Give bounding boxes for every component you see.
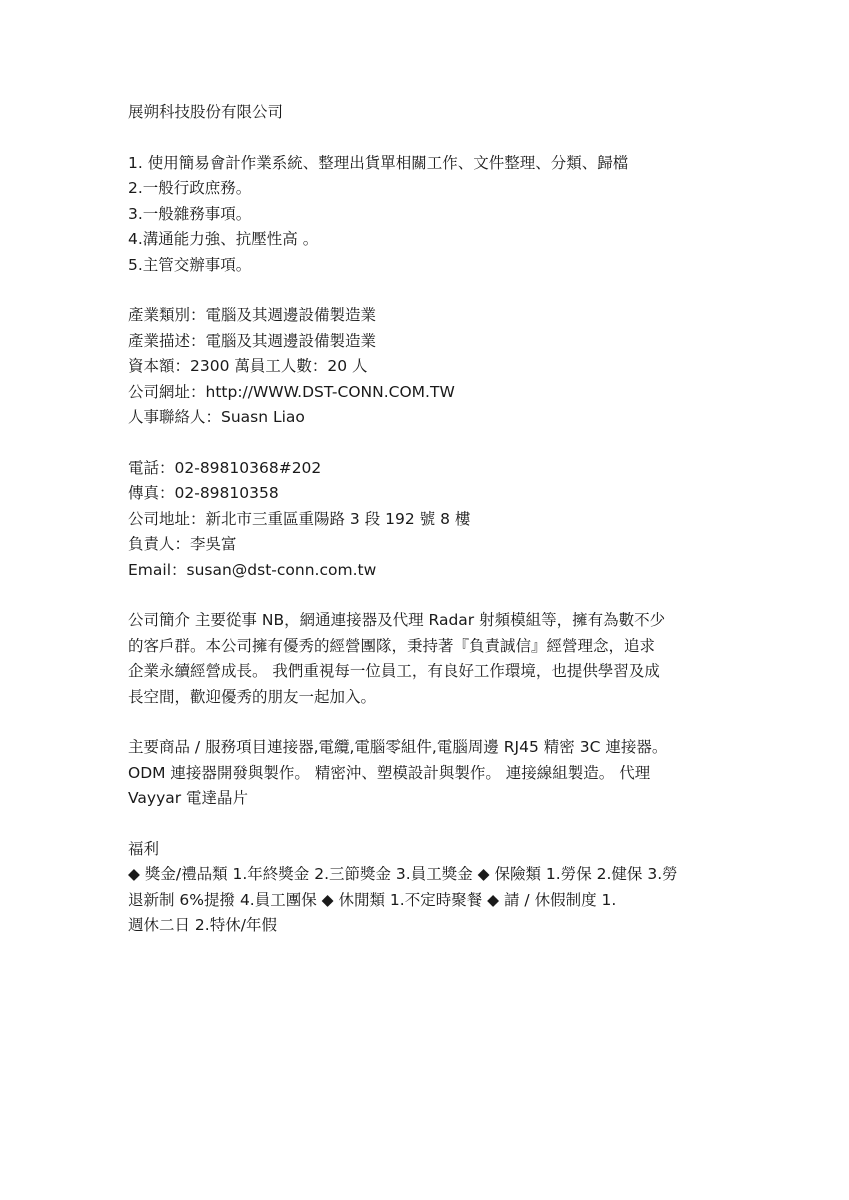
intro-line: 的客戶群。本公司擁有優秀的經營團隊，秉持著『負責誠信』經營理念，追求 [128, 636, 656, 655]
person-in-charge: 負責人：李吳富 [128, 535, 237, 553]
industry-category: 產業類別：電腦及其週邊設備製造業 [128, 306, 377, 324]
duties-list [128, 151, 728, 279]
hr-contact: 人事聯絡人：Suasn Liao [128, 408, 305, 426]
intro-line: 公司簡介 主要從事 NB，網通連接器及代理 Radar 射頻模組等，擁有為數不少 [128, 611, 666, 629]
company-info [128, 303, 728, 431]
products-line: 主要商品 / 服務項目連接器,電纜,電腦零組件,電腦周邊 RJ45 精密 3C 連接器。 [128, 738, 668, 756]
company-website: 公司網址：http://WWW.DST-CONN.COM.TW [128, 382, 455, 401]
duty-item: 4.溝通能力強、抗壓性高 。 [128, 230, 319, 248]
benefits-line: 週休二日 2.特休/年假 [128, 916, 277, 934]
fax: 傳真：02-89810358 [128, 484, 279, 502]
benefits-section [128, 837, 728, 939]
benefits-title: 福利 [128, 839, 160, 858]
spacer [128, 278, 728, 303]
capital-and-headcount: 資本額：2300 萬員工人數：20 人 [128, 357, 368, 375]
email: Email：susan@dst-conn.com.tw [128, 560, 377, 579]
spacer [128, 431, 728, 456]
duty-item: 3.一般雜務事項。 [128, 204, 252, 223]
benefits-line: ◆ 獎金/禮品類 1.年終獎金 2.三節獎金 3.員工獎金 ◆ 保險類 1.勞保 2.健保 3.勞 [128, 865, 678, 883]
duty-item: 2.一般行政庶務。 [128, 179, 252, 197]
industry-description: 產業描述：電腦及其週邊設備製造業 [128, 331, 377, 350]
company-name: 展朔科技股份有限公司 [128, 103, 284, 121]
spacer [128, 126, 728, 151]
duty-item: 5.主管交辦事項。 [128, 255, 252, 274]
duty-item: 1. 使用簡易會計作業系統、整理出貨單相關工作、文件整理、分類、歸檔 [128, 153, 629, 172]
document-content [128, 100, 728, 939]
intro-line: 長空間，歡迎優秀的朋友一起加入。 [128, 687, 377, 706]
spacer [128, 812, 728, 837]
company-address: 公司地址：新北市三重區重陽路 3 段 192 號 8 樓 [128, 509, 471, 528]
phone: 電話：02-89810368#202 [128, 458, 322, 477]
contact-info [128, 456, 728, 584]
company-intro [128, 608, 728, 710]
spacer [128, 583, 728, 608]
products-services [128, 735, 728, 812]
spacer [128, 710, 728, 735]
intro-line: 企業永續經營成長。 我們重視每一位員工，有良好工作環境，也提供學習及成 [128, 662, 660, 680]
products-line: ODM 連接器開發與製作。 精密沖、塑模設計與製作。 連接線組製造。 代理 [128, 763, 651, 782]
products-line: Vayyar 電達晶片 [128, 789, 249, 807]
benefits-line: 退新制 6%提撥 4.員工團保 ◆ 休閒類 1.不定時聚餐 ◆ 請 / 休假制度 1. [128, 890, 617, 909]
